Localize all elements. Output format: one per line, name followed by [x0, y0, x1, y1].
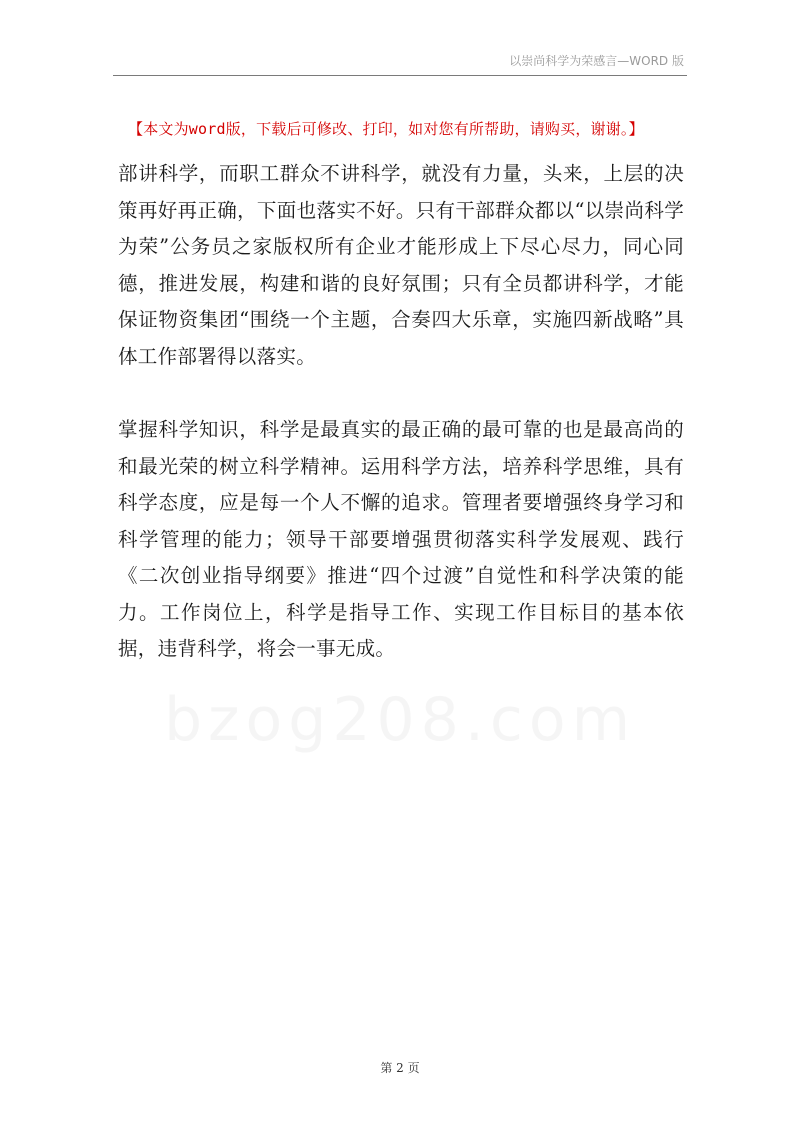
document-header-title: 以崇尚科学为荣感言—WORD 版 [509, 54, 684, 68]
page-number: 第 2 页 [380, 1061, 420, 1075]
body-paragraph-2: 掌握科学知识，科学是最真实的最正确的最可靠的也是最高尚的和最光荣的树立科学精神。运用科学方法，培养科学思维，具有科学态度，应是每一个人不懈的追求。管理者要增强终身学习和科学管理的能力；领导干部要增强贯彻落实科学发展观、践行《二次创业指导纲要》推进“四个过渡”自觉性和科学决策的能力。工作岗位上，科学是指导工作、实现工作目标目的基本依据，违背科学，将会一事无成。 [118, 418, 684, 660]
body-paragraph-1: 部讲科学，而职工群众不讲科学，就没有力量，头来，上层的决策再好再正确，下面也落实不好。只有干部群众都以“以崇尚科学为荣”公务员之家版权所有企业才能形成上下尽心尽力，同心同德，推进发展，构建和谐的良好氛围；只有全员都讲科学，才能保证物资集团“围绕一个主题，合奏四大乐章，实施四新战略”具体工作部署得以落实。 [118, 162, 684, 368]
watermark: bzog208.com [163, 685, 637, 755]
download-notice: 【本文为word版，下载后可修改、打印，如对您有所帮助，请购买，谢谢。】 [128, 120, 644, 138]
header-divider [113, 75, 687, 76]
